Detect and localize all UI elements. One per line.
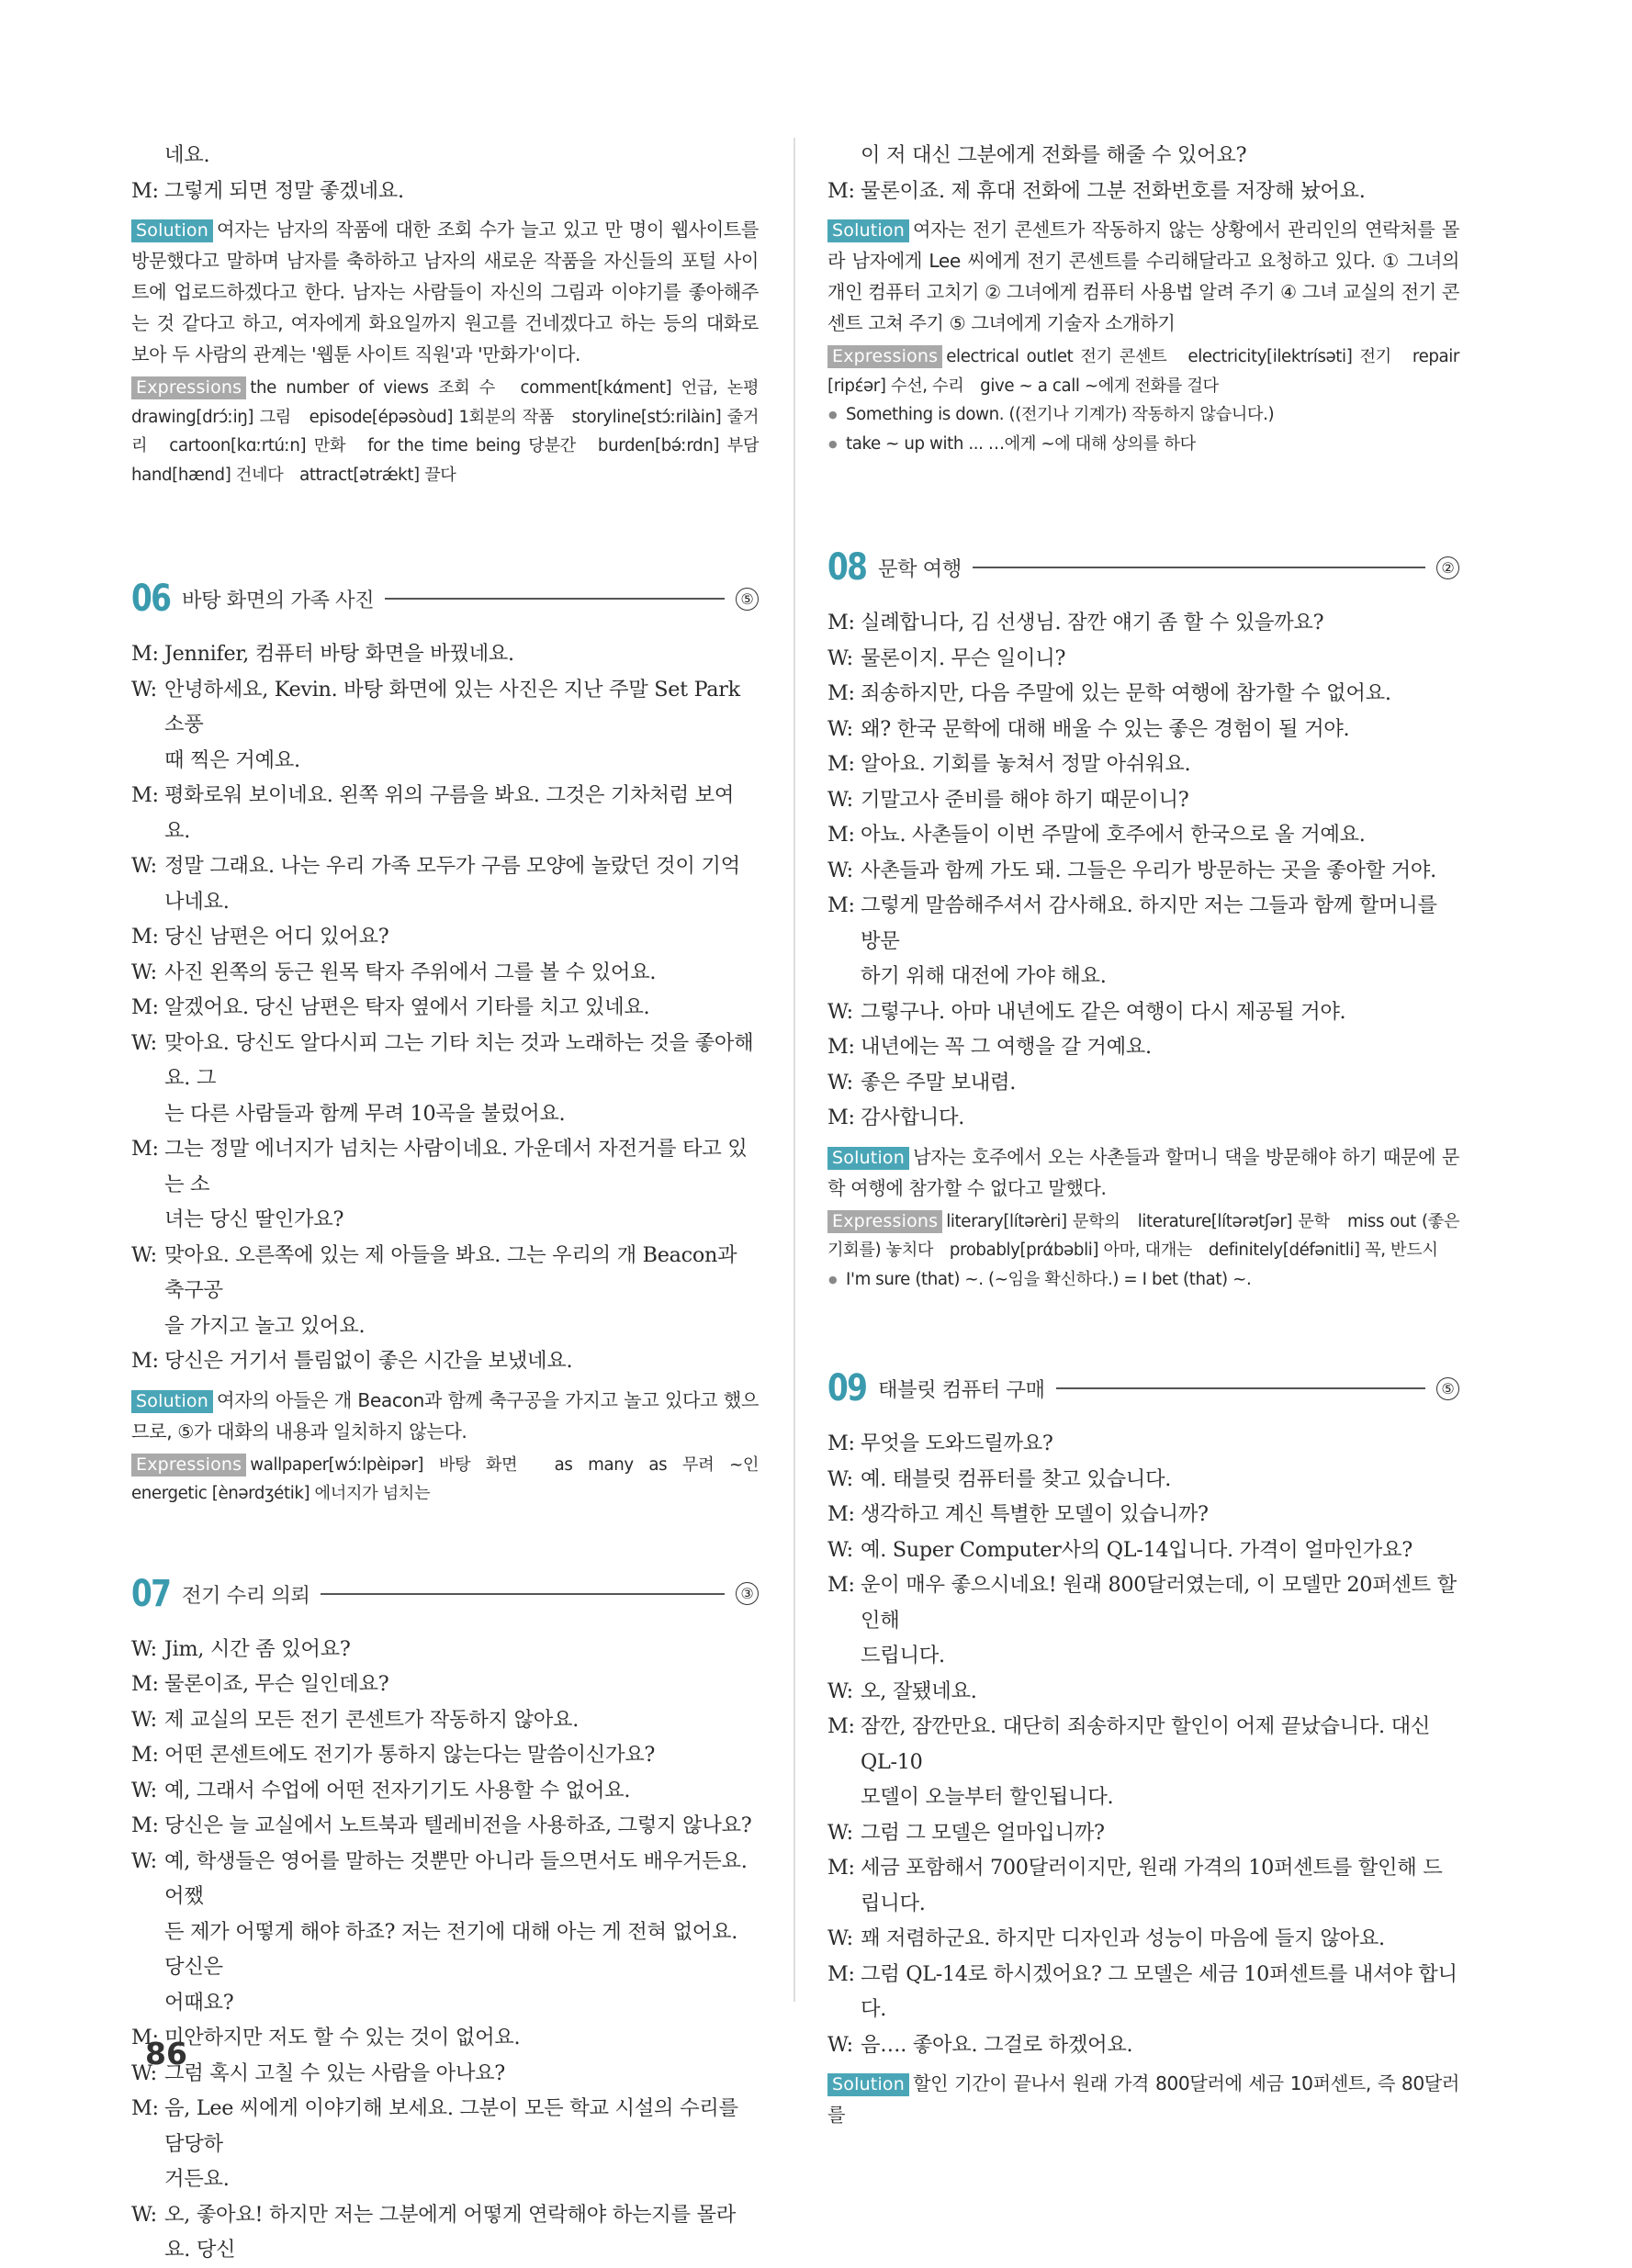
speaker-label: W: bbox=[131, 1030, 157, 1055]
dialogue-text: 당신은 거기서 틀림없이 좋은 시간을 보냈네요. bbox=[164, 1349, 573, 1373]
left-column bbox=[131, 138, 775, 2268]
solution-tag: Solution bbox=[131, 219, 213, 242]
expressions-block bbox=[827, 1207, 1459, 1265]
speaker-label: M: bbox=[131, 1813, 159, 1837]
dialogue-continuation: 을 가지고 놀고 있어요. bbox=[164, 1313, 366, 1338]
expressions-tag: Expressions bbox=[131, 376, 246, 399]
dialogue-text: 운이 매우 좋으시네요! 원래 800달러였는데, 이 모델만 20퍼센트 할인해 bbox=[861, 1573, 1457, 1633]
speaker-label: W: bbox=[827, 2032, 853, 2057]
dialogue-line bbox=[131, 2091, 759, 2161]
dialogue-line bbox=[827, 994, 1459, 1030]
dialogue-continuation: 이 저 대신 그분에게 전화를 해줄 수 있어요? bbox=[861, 143, 1247, 167]
section-title: 태블릿 컴퓨터 구매 bbox=[878, 1378, 1045, 1402]
dialogue-line bbox=[827, 1957, 1459, 2027]
dialogue-text: 음…. 좋아요. 그걸로 하겠어요. bbox=[861, 2032, 1133, 2057]
dialogue-text: 아뇨. 사촌들이 이번 주말에 호주에서 한국으로 올 거예요. bbox=[861, 823, 1366, 847]
dialogue-line bbox=[131, 1632, 759, 1667]
column-divider bbox=[793, 138, 795, 2002]
speaker-label: M: bbox=[827, 1714, 855, 1738]
section-title: 바탕 화면의 가족 사진 bbox=[182, 589, 375, 612]
solution-tag: Solution bbox=[827, 1147, 909, 1170]
dialogue-text: 감사합니다. bbox=[861, 1106, 964, 1129]
speaker-label: W: bbox=[131, 1242, 157, 1267]
dialogue-continuation: 어때요? bbox=[164, 1990, 234, 2015]
dialogue-line bbox=[827, 747, 1459, 782]
speaker-label: M: bbox=[131, 1672, 159, 1696]
section-title: 문학 여행 bbox=[878, 557, 962, 581]
speaker-label: M: bbox=[827, 611, 855, 634]
speaker-label: W: bbox=[131, 2202, 157, 2227]
dialogue-continuation: 는 다른 사람들과 함께 무려 10곡을 불렀어요. bbox=[164, 1101, 566, 1126]
dialogue-line bbox=[827, 1921, 1459, 1957]
speaker-label: M: bbox=[827, 1106, 855, 1129]
speaker-label: M: bbox=[827, 1961, 855, 1986]
solution-text: 여자는 남자의 작품에 대한 조회 수가 늘고 있고 만 명이 웹사이트를 방문했다고 말하며 남자를 축하하고 남자의 새로운 작품을 자신들의 포털 사이트에 업로드하겠다고 한다. 남자는 사람들이 자신의 그림과 이야기를 좋아해주는 것 같다고 하고, 여자에게 화요일까지 원고를 건네겠다고 하는 등의 대화로 보아 두 사람의 관계는 '웹툰 사이트 직원'과 '만화가'이다. bbox=[131, 219, 759, 365]
dialogue-line bbox=[131, 1773, 759, 1809]
speaker-label: M: bbox=[131, 1349, 159, 1373]
dialogue-line bbox=[827, 1815, 1459, 1851]
speaker-label: M: bbox=[827, 1502, 855, 1526]
dialogue-line bbox=[131, 919, 759, 955]
speaker-label: M: bbox=[827, 1035, 855, 1059]
dialogue-line bbox=[827, 676, 1459, 712]
dialogue-continued bbox=[827, 138, 1459, 208]
speaker-label: W: bbox=[131, 1636, 157, 1661]
dialogue-line bbox=[827, 1426, 1459, 1462]
expressions-tag: Expressions bbox=[827, 1210, 942, 1233]
dialogue-text: 그럼 혹시 고칠 수 있는 사람을 아나요? bbox=[164, 2060, 505, 2085]
dialogue-text: 미안하지만 저도 할 수 있는 것이 없어요. bbox=[164, 2026, 521, 2049]
dialogue-text: 예. Super Computer사의 QL-14입니다. 가격이 얼마인가요? bbox=[861, 1537, 1413, 1562]
dialogue-08 bbox=[827, 605, 1459, 1136]
dialogue-line bbox=[131, 1026, 759, 1096]
solution-block bbox=[827, 1141, 1459, 1204]
dialogue-line bbox=[131, 1667, 759, 1702]
dialogue-text: 예. 태블릿 컴퓨터를 찾고 있습니다. bbox=[861, 1466, 1172, 1491]
answer-badge: ② bbox=[1436, 556, 1459, 579]
section-number: 06 bbox=[131, 578, 171, 620]
section-header-06 bbox=[131, 578, 759, 620]
dialogue-line bbox=[131, 672, 759, 743]
dialogue-text: Jennifer, 컴퓨터 바탕 화면을 바꿨네요. bbox=[164, 642, 514, 666]
solution-text: 할인 기간이 끝나서 원래 가격 800달러에 세금 10퍼센트, 즉 80달러를 bbox=[827, 2072, 1459, 2126]
dialogue-text: 오, 좋아요! 하지만 저는 그분에게 어떻게 연락해야 하는지를 몰라요. 당신 bbox=[164, 2202, 736, 2262]
speaker-label: W: bbox=[131, 854, 157, 878]
section-number: 07 bbox=[131, 1572, 171, 1615]
speaker-label: M: bbox=[131, 925, 159, 949]
dialogue-line bbox=[131, 990, 759, 1026]
dialogue-line bbox=[827, 1567, 1459, 1638]
dialogue-line bbox=[827, 1850, 1459, 1921]
dialogue-text: 왜? 한국 문학에 대해 배울 수 있는 좋은 경험이 될 거야. bbox=[861, 716, 1350, 741]
dialogue-text: 그렇구나. 아마 내년에도 같은 여행이 다시 제공될 거야. bbox=[861, 999, 1346, 1024]
speaker-label: M: bbox=[827, 893, 855, 917]
section-rule bbox=[385, 598, 725, 600]
dialogue-continuation: 거든요. bbox=[164, 2167, 230, 2191]
expressions-tag: Expressions bbox=[827, 345, 942, 368]
dialogue-line bbox=[131, 2056, 759, 2092]
dialogue-line bbox=[827, 2027, 1459, 2063]
dialogue-continuation: 드립니다. bbox=[861, 1644, 945, 1667]
dialogue-line bbox=[131, 1131, 759, 1202]
speaker-label: W: bbox=[827, 1820, 853, 1845]
speaker-label: M: bbox=[827, 178, 855, 203]
section-rule bbox=[321, 1593, 725, 1595]
dialogue-line bbox=[827, 1100, 1459, 1136]
speaker-label: W: bbox=[131, 677, 157, 702]
speaker-label: M: bbox=[827, 1573, 855, 1597]
dialogue-line bbox=[827, 1709, 1459, 1780]
dialogue-text: 죄송하지만, 다음 주말에 있는 문학 여행에 참가할 수 없어요. bbox=[861, 681, 1391, 705]
dialogue-text: 그렇게 되면 정말 좋겠네요. bbox=[164, 178, 404, 203]
speaker-label: W: bbox=[827, 1466, 853, 1491]
dialogue-line bbox=[131, 1844, 759, 1914]
speaker-label: M: bbox=[131, 642, 159, 666]
bullet-item: ● Something is down. ((전기나 기계가) 작동하지 않습니다.) bbox=[827, 400, 1459, 430]
speaker-label: M: bbox=[827, 1856, 855, 1880]
solution-text: 남자는 호주에서 오는 사촌들과 할머니 댁을 방문해야 하기 때문에 문학 여행에 참가할 수 없다고 말했다. bbox=[827, 1145, 1459, 1199]
dialogue-line bbox=[827, 1533, 1459, 1568]
dialogue-text: 잠깐, 잠깐만요. 대단히 죄송하지만 할인이 어제 끝났습니다. 대신 QL-10 bbox=[861, 1714, 1431, 1774]
speaker-label: W: bbox=[131, 1707, 157, 1732]
dialogue-text: 실례합니다, 김 선생님. 잠깐 얘기 좀 할 수 있을까요? bbox=[861, 611, 1324, 634]
dialogue-line bbox=[827, 174, 1459, 209]
bullet-item: ● take ~ up with ... …에게 ~에 대해 상의를 하다 bbox=[827, 430, 1459, 459]
speaker-label: M: bbox=[827, 681, 855, 705]
section-header-07 bbox=[131, 1573, 759, 1615]
dialogue-continuation: 든 제가 어떻게 해야 하죠? 저는 전기에 대해 아는 게 전혀 없어요. 당신은 bbox=[164, 1919, 738, 1979]
section-header-09 bbox=[827, 1367, 1459, 1409]
speaker-label: W: bbox=[827, 787, 853, 812]
dialogue-continuation: 하기 위해 대전에 가야 해요. bbox=[861, 964, 1107, 988]
dialogue-line bbox=[827, 712, 1459, 747]
dialogue-text: 평화로워 보이네요. 왼쪽 위의 구름을 봐요. 그것은 기차처럼 보여요. bbox=[164, 783, 735, 843]
dialogue-text: 그렇게 말씀해주셔서 감사해요. 하지만 저는 그들과 함께 할머니를 방문 bbox=[861, 893, 1437, 953]
dialogue-text: 물론이죠. 제 휴대 전화에 그분 전화번호를 저장해 놨어요. bbox=[861, 178, 1366, 203]
dialogue-text: 사촌들과 함께 가도 돼. 그들은 우리가 방문하는 곳을 좋아할 거야. bbox=[861, 858, 1436, 882]
dialogue-text: 맞아요. 오른쪽에 있는 제 아들을 봐요. 그는 우리의 개 Beacon과 축구공 bbox=[164, 1242, 737, 1302]
speaker-label: M: bbox=[827, 1432, 855, 1455]
solution-text: 여자는 전기 콘센트가 작동하지 않는 상황에서 관리인의 연락처를 몰라 남자에게 Lee 씨에게 전기 콘센트를 수리해달라고 요청하고 있다. ① 그녀의 개인 컴퓨터 고치기 ② 그녀에게 컴퓨터 사용법 알려 주기 ④ 그녀 교실의 전기 콘센트 고쳐 주기 ⑤ 그녀에게 기술자 소개하기 bbox=[827, 219, 1459, 334]
expressions-block bbox=[827, 342, 1459, 400]
dialogue-line bbox=[131, 2020, 759, 2056]
dialogue-text: 기말고사 준비를 해야 하기 때문이니? bbox=[861, 787, 1189, 812]
dialogue-continuation: 때 찍은 거예요. bbox=[164, 747, 300, 772]
dialogue-line bbox=[131, 2197, 759, 2268]
dialogue-text: 당신은 늘 교실에서 노트북과 텔레비전을 사용하죠, 그렇지 않나요? bbox=[164, 1813, 752, 1837]
dialogue-text: 물론이지. 무슨 일이니? bbox=[861, 646, 1066, 670]
speaker-label: W: bbox=[827, 1679, 853, 1703]
dialogue-text: 그럼 QL-14로 하시겠어요? 그 모델은 세금 10퍼센트를 내셔야 합니다. bbox=[861, 1961, 1458, 2021]
speaker-label: W: bbox=[131, 1778, 157, 1802]
dialogue-line bbox=[131, 848, 759, 919]
solution-tag: Solution bbox=[827, 219, 909, 242]
dialogue-continuation: 녀는 당신 딸인가요? bbox=[164, 1207, 344, 1231]
speaker-label: W: bbox=[827, 858, 853, 882]
section-number: 09 bbox=[827, 1367, 867, 1409]
dialogue-text: 무엇을 도와드릴까요? bbox=[861, 1432, 1053, 1455]
dialogue-line bbox=[827, 817, 1459, 853]
speaker-label: W: bbox=[827, 646, 853, 670]
dialogue-line bbox=[827, 888, 1459, 959]
speaker-label: W: bbox=[131, 2060, 157, 2085]
dialogue-text: 당신 남편은 어디 있어요? bbox=[164, 925, 389, 949]
dialogue-line bbox=[827, 1065, 1459, 1101]
expressions-text: literary[lítərèri] 문학의 literature[lítərətʃər] 문학 miss out (좋은 기회를) 놓치다 probably[prάbəbli] 아마, 대개는 definitely[défənitli] 꼭, 반드시 bbox=[827, 1211, 1459, 1260]
dialogue-07 bbox=[131, 1632, 759, 2268]
dialogue-text: 좋은 주말 보내렴. bbox=[861, 1070, 1017, 1095]
section-number: 08 bbox=[827, 546, 867, 589]
dialogue-continuation: 모델이 오늘부터 할인됩니다. bbox=[861, 1785, 1114, 1809]
speaker-label: W: bbox=[827, 1537, 853, 1562]
right-column bbox=[827, 138, 1459, 2130]
dialogue-text: 꽤 저렴하군요. 하지만 디자인과 성능이 마음에 들지 않아요. bbox=[861, 1926, 1385, 1950]
answer-badge: ⑤ bbox=[736, 588, 759, 611]
speaker-label: M: bbox=[131, 1743, 159, 1767]
dialogue-text: 예, 그래서 수업에 어떤 전자기기도 사용할 수 없어요. bbox=[164, 1778, 631, 1802]
dialogue-line bbox=[827, 641, 1459, 677]
dialogue-line bbox=[131, 1702, 759, 1738]
answer-badge: ⑤ bbox=[1436, 1377, 1459, 1400]
dialogue-text: 그는 정말 에너지가 넘치는 사람이네요. 가운데서 자전거를 타고 있는 소 bbox=[164, 1137, 748, 1196]
dialogue-line bbox=[131, 955, 759, 991]
dialogue-line bbox=[827, 782, 1459, 818]
speaker-label: W: bbox=[827, 1926, 853, 1950]
page-number: 86 bbox=[145, 2036, 187, 2072]
dialogue-text: 제 교실의 모든 전기 콘센트가 작동하지 않아요. bbox=[164, 1707, 580, 1732]
dialogue-text: 내년에는 꼭 그 여행을 갈 거예요. bbox=[861, 1035, 1152, 1059]
dialogue-text: 어떤 콘센트에도 전기가 통하지 않는다는 말씀이신가요? bbox=[164, 1743, 656, 1767]
speaker-label: M: bbox=[827, 823, 855, 847]
dialogue-line bbox=[827, 853, 1459, 889]
dialogue-text: 물론이죠, 무슨 일인데요? bbox=[164, 1672, 389, 1696]
dialogue-text: 음, Lee 씨에게 이야기해 보세요. 그분이 모든 학교 시설의 수리를 담당하 bbox=[164, 2096, 738, 2156]
speaker-label: M: bbox=[131, 2096, 159, 2120]
dialogue-line bbox=[131, 1238, 759, 1308]
speaker-label: M: bbox=[827, 752, 855, 776]
speaker-label: M: bbox=[131, 1137, 159, 1161]
dialogue-continued bbox=[131, 138, 759, 208]
expressions-text: wallpaper[wɔ́ːlpèipər] 바탕 화면 as many as 무려 ~인 energetic [ènərdʒétik] 에너지가 넘치는 bbox=[131, 1454, 775, 1503]
dialogue-text: 알겠어요. 당신 남편은 탁자 옆에서 기타를 치고 있네요. bbox=[164, 995, 650, 1019]
speaker-label: W: bbox=[131, 960, 157, 984]
section-header-08 bbox=[827, 546, 1459, 589]
speaker-label: W: bbox=[827, 1070, 853, 1095]
dialogue-text: 세금 포함해서 700달러이지만, 원래 가격의 10퍼센트를 할인해 드립니다. bbox=[861, 1856, 1443, 1915]
solution-block bbox=[827, 2068, 1459, 2130]
dialogue-text: 사진 왼쪽의 둥근 원목 탁자 주위에서 그를 볼 수 있어요. bbox=[164, 960, 657, 984]
expressions-block bbox=[131, 1451, 775, 1509]
dialogue-line bbox=[131, 636, 759, 672]
dialogue-line bbox=[827, 1462, 1459, 1498]
dialogue-text: 생각하고 계신 특별한 모델이 있습니까? bbox=[861, 1502, 1209, 1526]
dialogue-line bbox=[827, 1029, 1459, 1065]
bullet-item: ● I'm sure (that) ~. (~임을 확신하다.) = I bet (that) ~. bbox=[827, 1265, 1459, 1295]
dialogue-text: Jim, 시간 좀 있어요? bbox=[164, 1636, 351, 1661]
dialogue-text: 알아요. 기회를 놓쳐서 정말 아쉬워요. bbox=[861, 752, 1191, 776]
solution-block bbox=[131, 1385, 759, 1447]
speaker-label: M: bbox=[131, 2026, 159, 2049]
solution-text: 여자의 아들은 개 Beacon과 함께 축구공을 가지고 놀고 있다고 했으므로, ⑤가 대화의 내용과 일치하지 않는다. bbox=[131, 1388, 759, 1443]
answer-badge: ③ bbox=[736, 1582, 759, 1605]
dialogue-text: 정말 그래요. 나는 우리 가족 모두가 구름 모양에 놀랐던 것이 기억나네요. bbox=[164, 854, 740, 914]
expressions-tag: Expressions bbox=[131, 1454, 246, 1476]
dialogue-06 bbox=[131, 636, 759, 1379]
dialogue-continuation: 네요. bbox=[164, 143, 210, 167]
dialogue-text: 안녕하세요, Kevin. 바탕 화면에 있는 사진은 지난 주말 Set Park 소풍 bbox=[164, 677, 740, 736]
dialogue-line bbox=[131, 1737, 759, 1773]
expressions-text: electrical outlet 전기 콘센트 electricity[ilektrísəti] 전기 repair [ripέər] 수선, 수리 give ~ a call ~에게 전화를 걸다 bbox=[827, 347, 1459, 396]
expressions-text: the number of views 조회 수 comment[kάment] 언급, 논평 drawing[drɔ́ːiŋ] 그림 episode[épəsòud] 1회분의 작품 storyline[stɔ́ːrilàin] 줄거리 cartoon[kɑːrtúːn] 만화 for the time being 당분간 burden[bə́ːrdn] 부담 hand[hænd] 건네다 attract[ətrǽkt] 끌다 bbox=[131, 378, 775, 485]
dialogue-text: 오, 잘됐네요. bbox=[861, 1679, 977, 1703]
dialogue-line bbox=[131, 1343, 759, 1379]
dialogue-line bbox=[131, 778, 759, 848]
dialogue-line bbox=[827, 605, 1459, 641]
speaker-label: M: bbox=[131, 783, 159, 807]
dialogue-09 bbox=[827, 1426, 1459, 2062]
dialogue-text: 맞아요. 당신도 알다시피 그는 기타 치는 것과 노래하는 것을 좋아해요. 그 bbox=[164, 1030, 754, 1090]
dialogue-line bbox=[827, 1497, 1459, 1533]
dialogue-text: 예, 학생들은 영어를 말하는 것뿐만 아니라 들으면서도 배우거든요. 어쨌 bbox=[164, 1848, 748, 1908]
expressions-block bbox=[131, 374, 775, 489]
speaker-label: W: bbox=[827, 716, 853, 741]
dialogue-line bbox=[131, 174, 759, 209]
solution-block bbox=[827, 214, 1459, 339]
dialogue-line bbox=[827, 1674, 1459, 1710]
dialogue-line bbox=[131, 1808, 759, 1844]
speaker-label: W: bbox=[827, 999, 853, 1024]
speaker-label: M: bbox=[131, 995, 159, 1019]
section-title: 전기 수리 의뢰 bbox=[182, 1583, 310, 1608]
section-rule bbox=[1056, 1387, 1426, 1389]
solution-tag: Solution bbox=[827, 2073, 909, 2096]
solution-tag: Solution bbox=[131, 1390, 213, 1413]
speaker-label: M: bbox=[131, 178, 159, 203]
speaker-label: W: bbox=[131, 1848, 157, 1873]
dialogue-text: 그럼 그 모델은 얼마입니까? bbox=[861, 1820, 1105, 1845]
solution-block bbox=[131, 214, 759, 370]
section-rule bbox=[973, 567, 1425, 568]
